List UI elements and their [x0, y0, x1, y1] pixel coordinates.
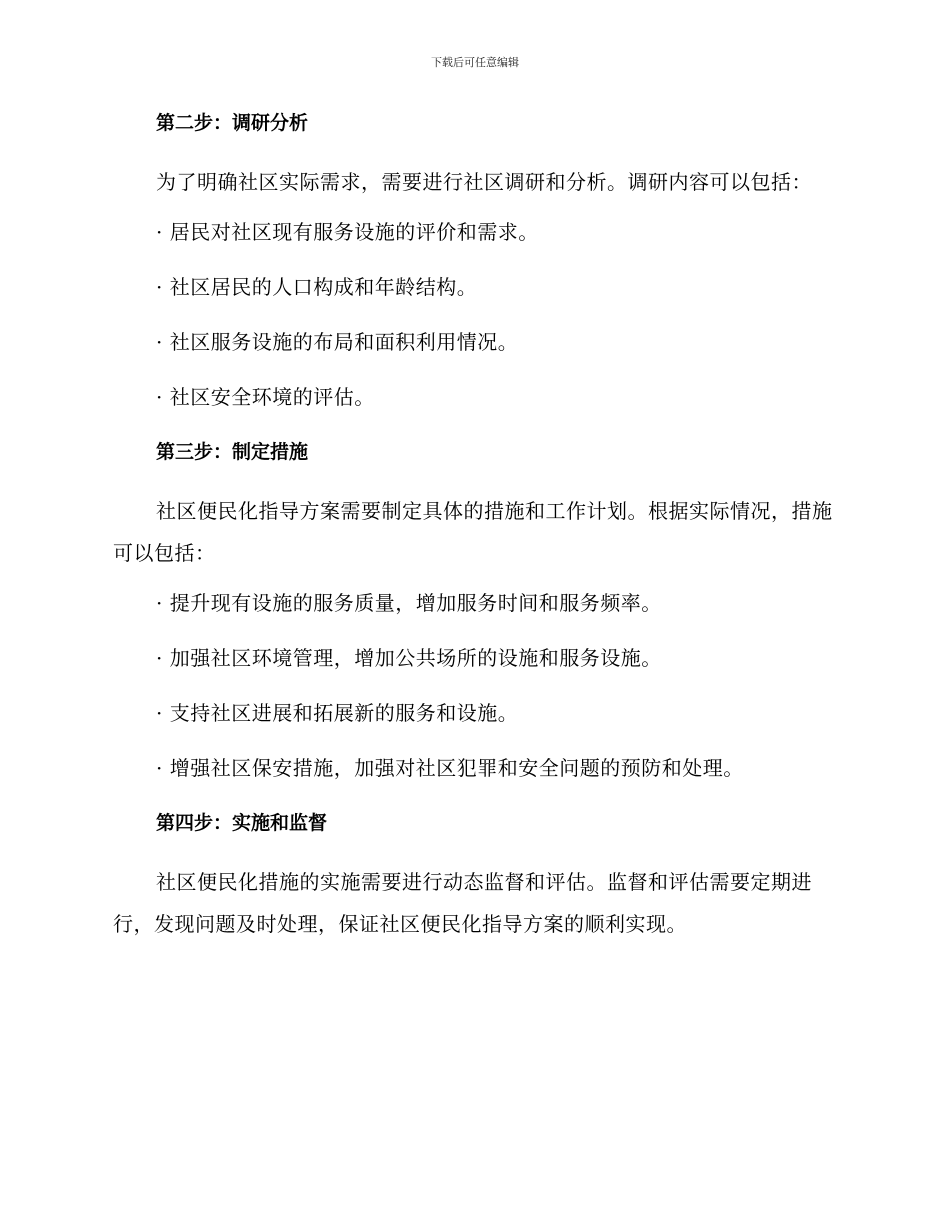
list-item: · 社区居民的人口构成和年龄结构。: [156, 275, 478, 299]
section-heading: 第三步：制定措施: [156, 441, 309, 463]
section-paragraph: 社区便民化措施的实施需要进行动态监督和评估。监督和评估需要定期进行，发现问题及时处理，保证社区便民化指导方案的顺利实现。: [113, 870, 812, 936]
section-paragraph: 社区便民化指导方案需要制定具体的措施和工作计划。根据实际情况，措施可以包括：: [113, 499, 833, 565]
section-step-two: [113, 107, 833, 413]
page-header-note: 下载后可任意编辑: [431, 56, 519, 69]
section-step-three: [113, 436, 833, 784]
list-item: · 社区服务设施的布局和面积利用情况。: [156, 330, 519, 354]
list-item: · 加强社区环境管理，增加公共场所的设施和服务设施。: [156, 646, 662, 670]
list-item: · 增强社区保安措施，加强对社区犯罪和安全问题的预防和处理。: [156, 756, 744, 780]
section-heading: 第四步：实施和监督: [156, 812, 328, 834]
list-item: · 社区安全环境的评估。: [156, 385, 375, 409]
section-heading: 第二步：调研分析: [156, 112, 309, 134]
section-step-four: [113, 807, 833, 945]
document-body: [113, 107, 833, 958]
list-item: · 居民对社区现有服务设施的评价和需求。: [156, 220, 539, 244]
section-paragraph: 为了明确社区实际需求，需要进行社区调研和分析。调研内容可以包括：: [156, 170, 812, 194]
list-item: · 支持社区进展和拓展新的服务和设施。: [156, 701, 519, 725]
list-item: · 提升现有设施的服务质量，增加服务时间和服务频率。: [156, 591, 662, 615]
